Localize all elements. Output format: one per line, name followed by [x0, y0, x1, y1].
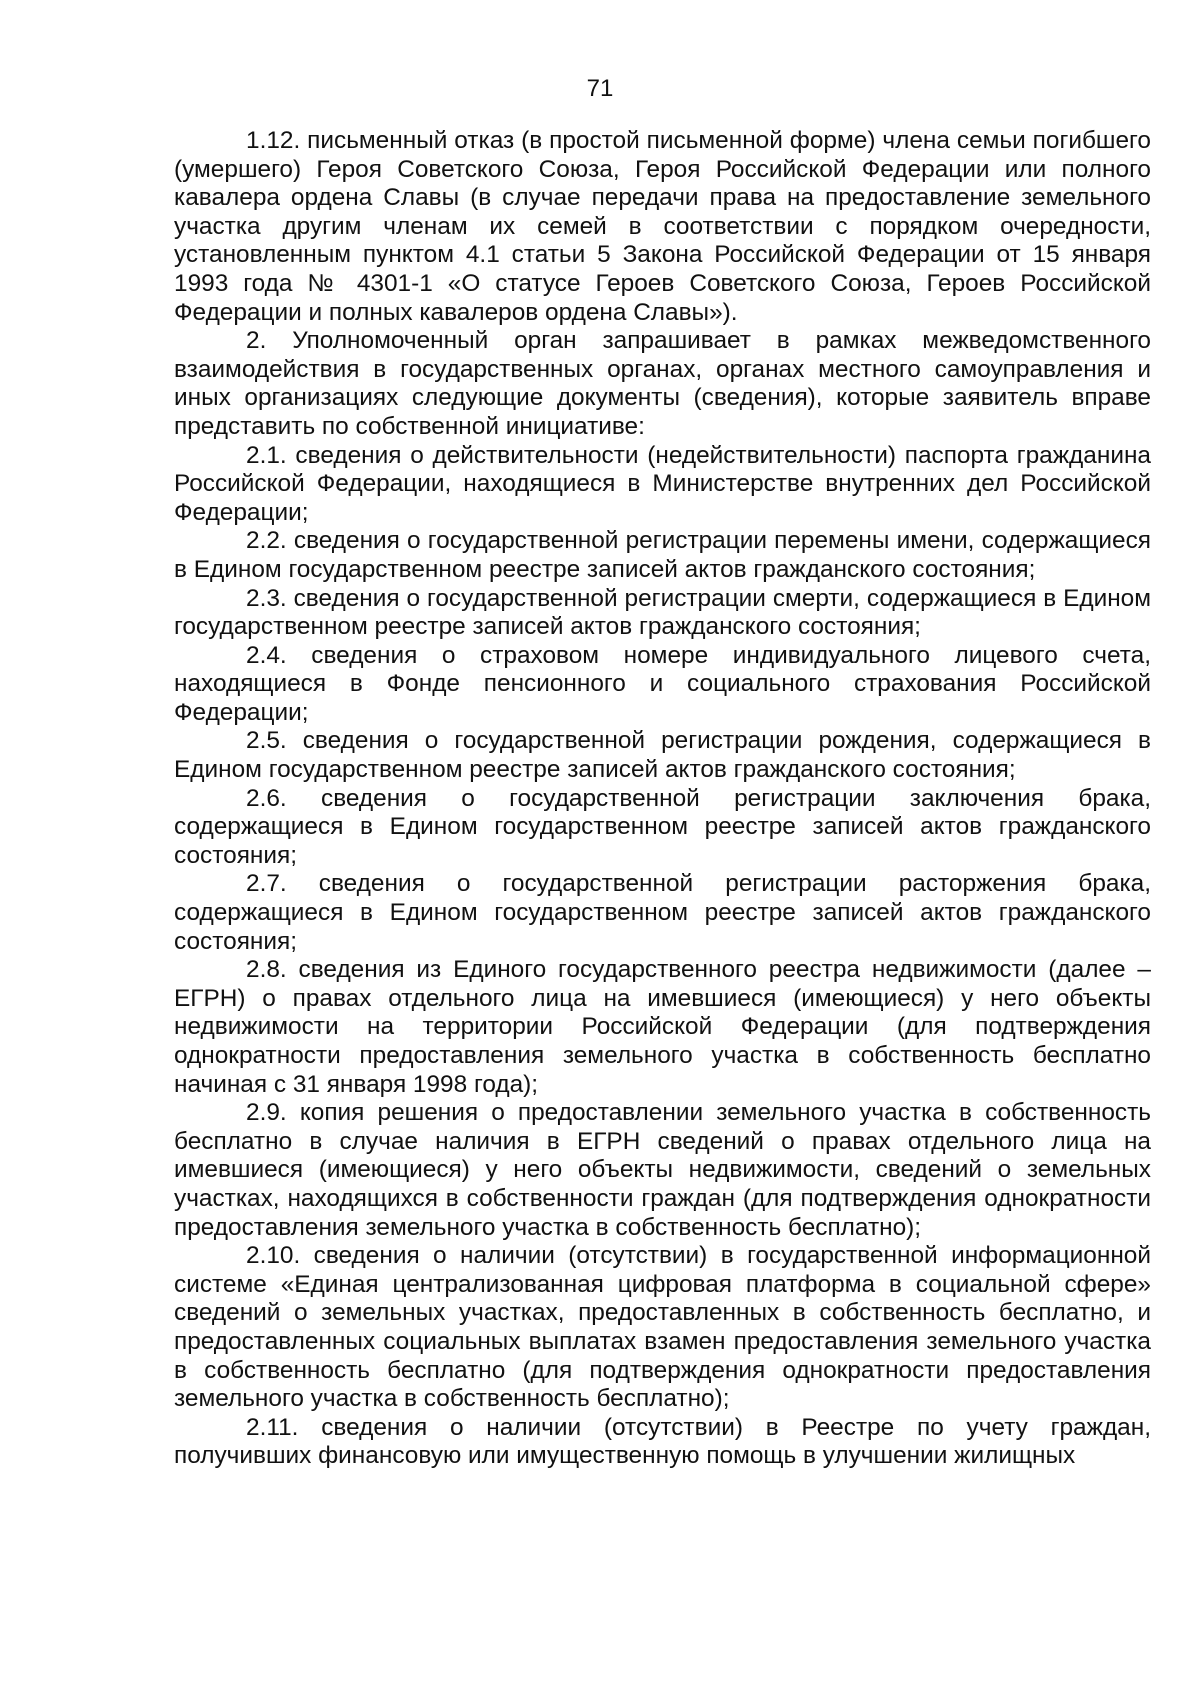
paragraph-2-2: 2.2. сведения о государственной регистрации перемены имени, содержащиеся в Едином государственном реестре записей актов гражданского состояния;	[174, 527, 1151, 583]
paragraph-2-10: 2.10. сведения о наличии (отсутствии) в государственной информационной системе «Единая централизованная цифровая платформа в социальной сфере» сведений о земельных участках, предоставленных в собственность бесплатно, и предоставленных социальных выплатах взамен предоставления земельного участка в собственность бесплатно (для подтверждения однократности предоставления земельного участка в собственность бесплатно);	[174, 1242, 1151, 1413]
paragraph-1-12: 1.12. письменный отказ (в простой письменной форме) члена семьи погибшего (умершего) Героя Советского Союза, Героя Российской Федерации или полного кавалера ордена Славы (в случае передачи права на предоставление земельного участка другим членам их семей в соответствии с порядком очередности, установленным пунктом 4.1 статьи 5 Закона Российской Федерации от 15 января 1993 года № 4301-1 «О статусе Героев Советского Союза, Героев Российской Федерации и полных кавалеров ордена Славы»).	[174, 127, 1151, 326]
paragraph-2-9: 2.9. копия решения о предоставлении земельного участка в собственность бесплатно в случае наличия в ЕГРН сведений о правах отдельного лица на имевшиеся (имеющиеся) у него объекты недвижимости, сведений о земельных участках, находящихся в собственности граждан (для подтверждения однократности предоставления земельного участка в собственность бесплатно);	[174, 1099, 1151, 1241]
page-number: 71	[586, 75, 614, 102]
paragraph-2-7: 2.7. сведения о государственной регистрации расторжения брака, содержащиеся в Едином государственном реестре записей актов гражданского состояния;	[174, 870, 1151, 955]
paragraph-2-11: 2.11. сведения о наличии (отсутствии) в Реестре по учету граждан, получивших финансовую или имущественную помощь в улучшении жилищных	[174, 1413, 1151, 1470]
paragraph-2-3: 2.3. сведения о государственной регистрации смерти, содержащиеся в Едином государственном реестре записей актов гражданского состояния;	[174, 584, 1151, 641]
paragraph-2-5: 2.5. сведения о государственной регистрации рождения, содержащиеся в Едином государственном реестре записей актов гражданского состояния;	[174, 727, 1151, 784]
paragraph-2-1: 2.1. сведения о действительности (недействительности) паспорта гражданина Российской Федерации, находящиеся в Министерстве внутренних дел Российской Федерации;	[174, 441, 1151, 526]
paragraph-2: 2. Уполномоченный орган запрашивает в рамках межведомственного взаимодействия в государственных органах, органах местного самоуправления и иных организациях следующие документы (сведения), которые заявитель вправе представить по собственной инициативе:	[174, 327, 1151, 440]
paragraph-2-8: 2.8. сведения из Единого государственного реестра недвижимости (далее – ЕГРН) о правах отдельного лица на имевшиеся (имеющиеся) у него объекты недвижимости на территории Российской Федерации (для подтверждения однократности предоставления земельного участка в собственность бесплатно начиная с 31 января 1998 года);	[174, 956, 1151, 1098]
paragraph-2-4: 2.4. сведения о страховом номере индивидуального лицевого счета, находящиеся в Фонде пенсионного и социального страхования Российской Федерации;	[174, 641, 1151, 726]
document-body	[174, 127, 1151, 1471]
paragraph-2-6: 2.6. сведения о государственной регистрации заключения брака, содержащиеся в Едином государственном реестре записей актов гражданского состояния;	[174, 784, 1151, 869]
